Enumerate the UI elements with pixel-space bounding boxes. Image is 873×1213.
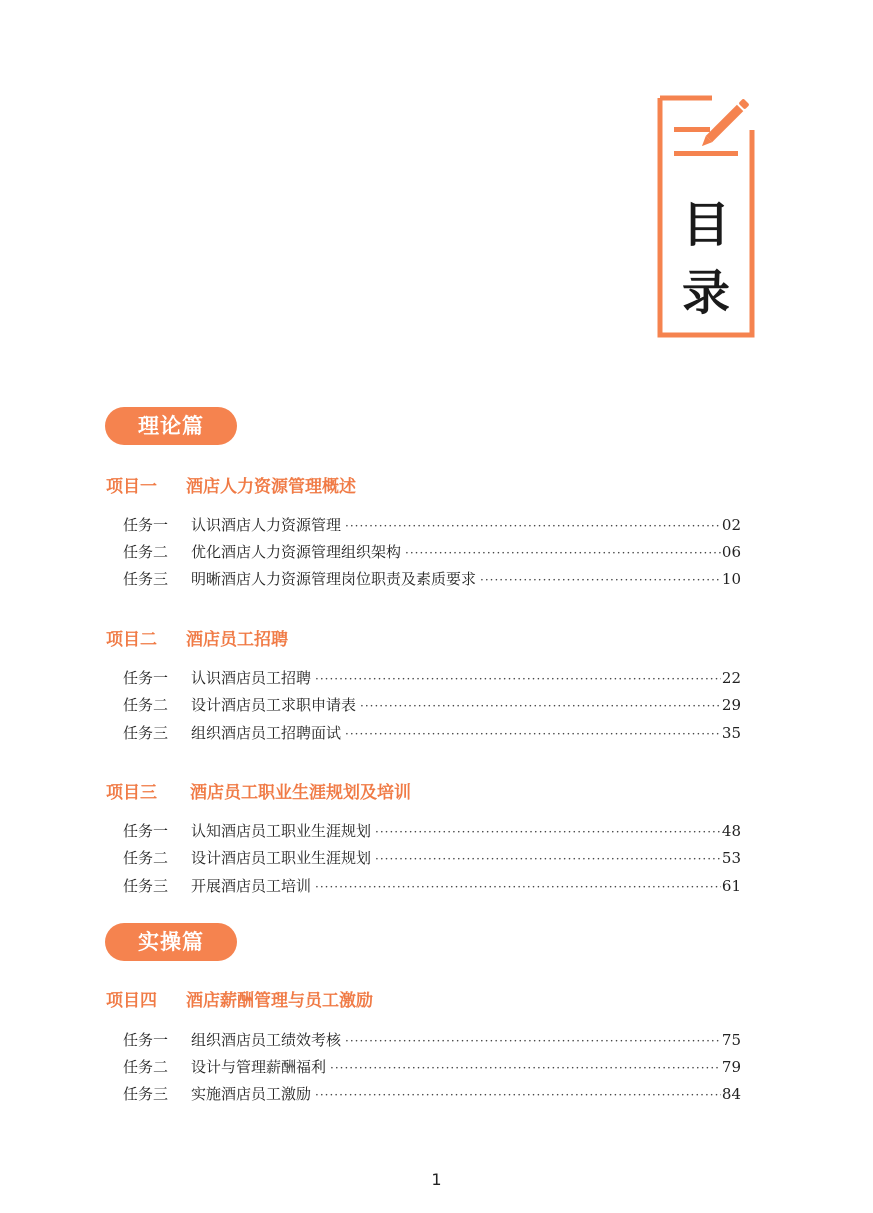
page-number: 1 [431, 1170, 442, 1189]
task-page: 48 [721, 822, 741, 840]
task-page: 22 [721, 669, 741, 687]
project-number: 项目四 [106, 991, 157, 1011]
project-title: 酒店员工招聘 [186, 630, 288, 650]
dot-leader [315, 1089, 721, 1101]
task-title: 实施酒店员工激励 [191, 1085, 312, 1103]
task-title: 设计与管理薪酬福利 [191, 1058, 327, 1076]
task-title: 认识酒店员工招聘 [191, 669, 312, 687]
project-number: 项目三 [106, 783, 157, 803]
task-label: 任务一 [123, 669, 169, 687]
dot-leader [345, 1035, 721, 1047]
task-page: 10 [721, 570, 741, 588]
toc-entry[interactable] [123, 847, 741, 869]
dot-leader [315, 881, 721, 893]
task-title: 开展酒店员工培训 [191, 877, 312, 895]
task-title: 优化酒店人力资源管理组织架构 [191, 543, 402, 561]
task-page: 35 [721, 724, 741, 742]
project-title: 酒店薪酬管理与员工激励 [186, 991, 373, 1011]
dot-leader [375, 853, 721, 865]
toc-entry[interactable] [123, 568, 741, 590]
section-pill-theory: 理论篇 [105, 407, 237, 445]
dot-leader [375, 826, 721, 838]
task-label: 任务一 [123, 1031, 169, 1049]
toc-entry[interactable] [123, 875, 741, 897]
dot-leader [330, 1062, 721, 1074]
task-label: 任务三 [123, 1085, 169, 1103]
project-heading[interactable] [106, 986, 373, 1011]
toc-entry[interactable] [123, 1056, 741, 1078]
task-page: 06 [721, 543, 741, 561]
dot-leader [360, 700, 721, 712]
task-label: 任务二 [123, 696, 169, 714]
task-page: 84 [721, 1085, 741, 1103]
toc-entry[interactable] [123, 820, 741, 842]
toc-title-char-2: 录 [681, 265, 730, 321]
toc-entry[interactable] [123, 514, 741, 536]
task-title: 组织酒店员工绩效考核 [191, 1031, 342, 1049]
project-heading[interactable] [106, 625, 288, 650]
dot-leader [315, 673, 721, 685]
task-label: 任务二 [123, 543, 169, 561]
task-title: 组织酒店员工招聘面试 [191, 724, 342, 742]
task-title: 设计酒店员工职业生涯规划 [191, 849, 372, 867]
project-title: 酒店人力资源管理概述 [186, 477, 356, 497]
dot-leader [480, 574, 721, 586]
task-title: 认识酒店人力资源管理 [191, 516, 342, 534]
task-label: 任务二 [123, 1058, 169, 1076]
project-number: 项目一 [106, 477, 157, 497]
toc-entry[interactable] [123, 722, 741, 744]
dot-leader [405, 547, 721, 559]
section-pill-practice: 实操篇 [105, 923, 237, 961]
task-page: 02 [721, 516, 741, 534]
toc-entry[interactable] [123, 1083, 741, 1105]
dot-leader [345, 520, 721, 532]
task-page: 75 [721, 1031, 741, 1049]
project-number: 项目二 [106, 630, 157, 650]
dot-leader [345, 728, 721, 740]
task-title: 设计酒店员工求职申请表 [191, 696, 357, 714]
task-page: 53 [721, 849, 741, 867]
task-label: 任务三 [123, 724, 169, 742]
task-label: 任务一 [123, 822, 169, 840]
task-page: 29 [721, 696, 741, 714]
task-title: 明晰酒店人力资源管理岗位职责及素质要求 [191, 570, 477, 588]
toc-entry[interactable] [123, 667, 741, 689]
task-page: 61 [721, 877, 741, 895]
task-label: 任务一 [123, 516, 169, 534]
task-title: 认知酒店员工职业生涯规划 [191, 822, 372, 840]
task-label: 任务二 [123, 849, 169, 867]
toc-title-char-1: 目 [681, 197, 730, 253]
task-page: 79 [721, 1058, 741, 1076]
project-heading[interactable] [106, 778, 411, 803]
toc-entry[interactable] [123, 1029, 741, 1051]
project-title: 酒店员工职业生涯规划及培训 [190, 783, 411, 803]
task-label: 任务三 [123, 570, 169, 588]
toc-title-frame [657, 95, 755, 338]
toc-entry[interactable] [123, 541, 741, 563]
project-heading[interactable] [106, 472, 356, 497]
task-label: 任务三 [123, 877, 169, 895]
toc-entry[interactable] [123, 694, 741, 716]
